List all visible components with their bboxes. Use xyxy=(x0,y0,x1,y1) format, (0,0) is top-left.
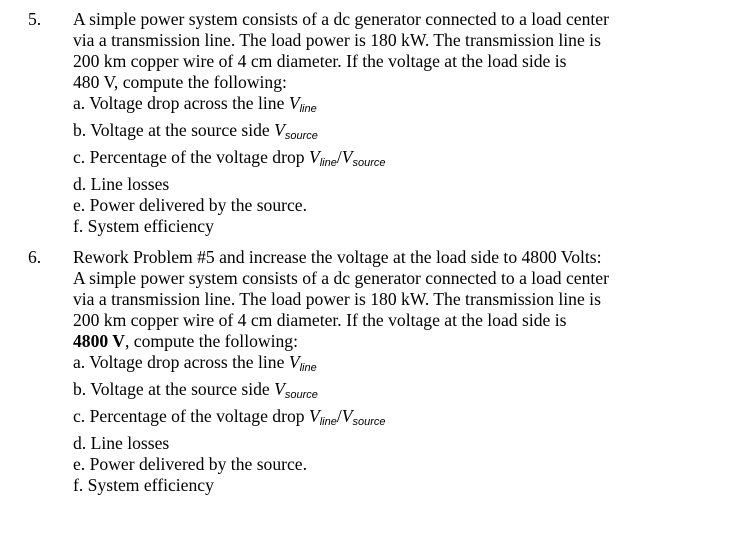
intro-line: 200 km copper wire of 4 cm diameter. If the voltage at the load side is xyxy=(73,310,567,330)
subscript-source: source xyxy=(352,157,386,169)
item-f: f. System efficiency xyxy=(73,216,214,236)
item-d: d. Line losses xyxy=(73,174,170,194)
v-symbol: V xyxy=(341,147,353,167)
lead-line: Rework Problem #5 and increase the voltage at the load side to 4800 Volts: xyxy=(73,247,602,267)
item-b-text: b. Voltage at the source side xyxy=(73,379,275,399)
voltage-value: 4800 V xyxy=(73,331,125,351)
item-b xyxy=(73,379,713,406)
item-b xyxy=(73,120,713,147)
v-symbol: V xyxy=(274,120,285,140)
v-symbol: V xyxy=(341,406,353,426)
intro-line: 200 km copper wire of 4 cm diameter. If the voltage at the load side is xyxy=(73,51,567,71)
intro-line: A simple power system consists of a dc generator connected to a load center xyxy=(73,268,609,288)
item-a xyxy=(73,352,713,379)
item-d: d. Line losses xyxy=(73,433,170,453)
compute-line xyxy=(73,331,713,352)
voltage-value: 480 V xyxy=(73,72,114,92)
problem-number: 6. xyxy=(28,247,42,267)
item-c-text: c. Percentage of the voltage drop xyxy=(73,147,309,167)
item-c xyxy=(73,406,713,433)
subscript-source: source xyxy=(284,389,318,401)
v-symbol: V xyxy=(308,147,320,167)
slash: / xyxy=(336,147,342,167)
intro-line: A simple power system consists of a dc generator connected to a load center xyxy=(73,9,609,29)
compute-text: , compute the following: xyxy=(124,331,298,351)
item-a-text: a. Voltage drop across the line xyxy=(73,93,289,113)
item-c-text: c. Percentage of the voltage drop xyxy=(73,406,309,426)
item-a-text: a. Voltage drop across the line xyxy=(73,352,289,372)
intro-line: via a transmission line. The load power is 180 kW. The transmission line is xyxy=(73,30,601,50)
v-symbol: V xyxy=(288,352,300,372)
v-symbol: V xyxy=(308,406,320,426)
item-a xyxy=(73,93,713,120)
compute-text: , compute the following: xyxy=(113,72,287,92)
v-symbol: V xyxy=(288,93,300,113)
problem-number: 5. xyxy=(28,9,42,29)
item-c xyxy=(73,147,713,174)
slash: / xyxy=(336,406,342,426)
subscript-line: line xyxy=(319,416,337,428)
subscript-source: source xyxy=(352,416,386,428)
problem-body xyxy=(73,9,713,237)
subscript-source: source xyxy=(284,130,318,142)
subscript-line: line xyxy=(319,157,337,169)
problem-body xyxy=(73,247,713,496)
compute-line xyxy=(73,72,713,93)
item-b-text: b. Voltage at the source side xyxy=(73,120,275,140)
v-symbol: V xyxy=(274,379,285,399)
subscript-line: line xyxy=(299,103,317,115)
item-e: e. Power delivered by the source. xyxy=(73,454,308,474)
subscript-line: line xyxy=(299,362,317,374)
item-e: e. Power delivered by the source. xyxy=(73,195,308,215)
item-f: f. System efficiency xyxy=(73,475,214,495)
intro-line: via a transmission line. The load power is 180 kW. The transmission line is xyxy=(73,289,601,309)
